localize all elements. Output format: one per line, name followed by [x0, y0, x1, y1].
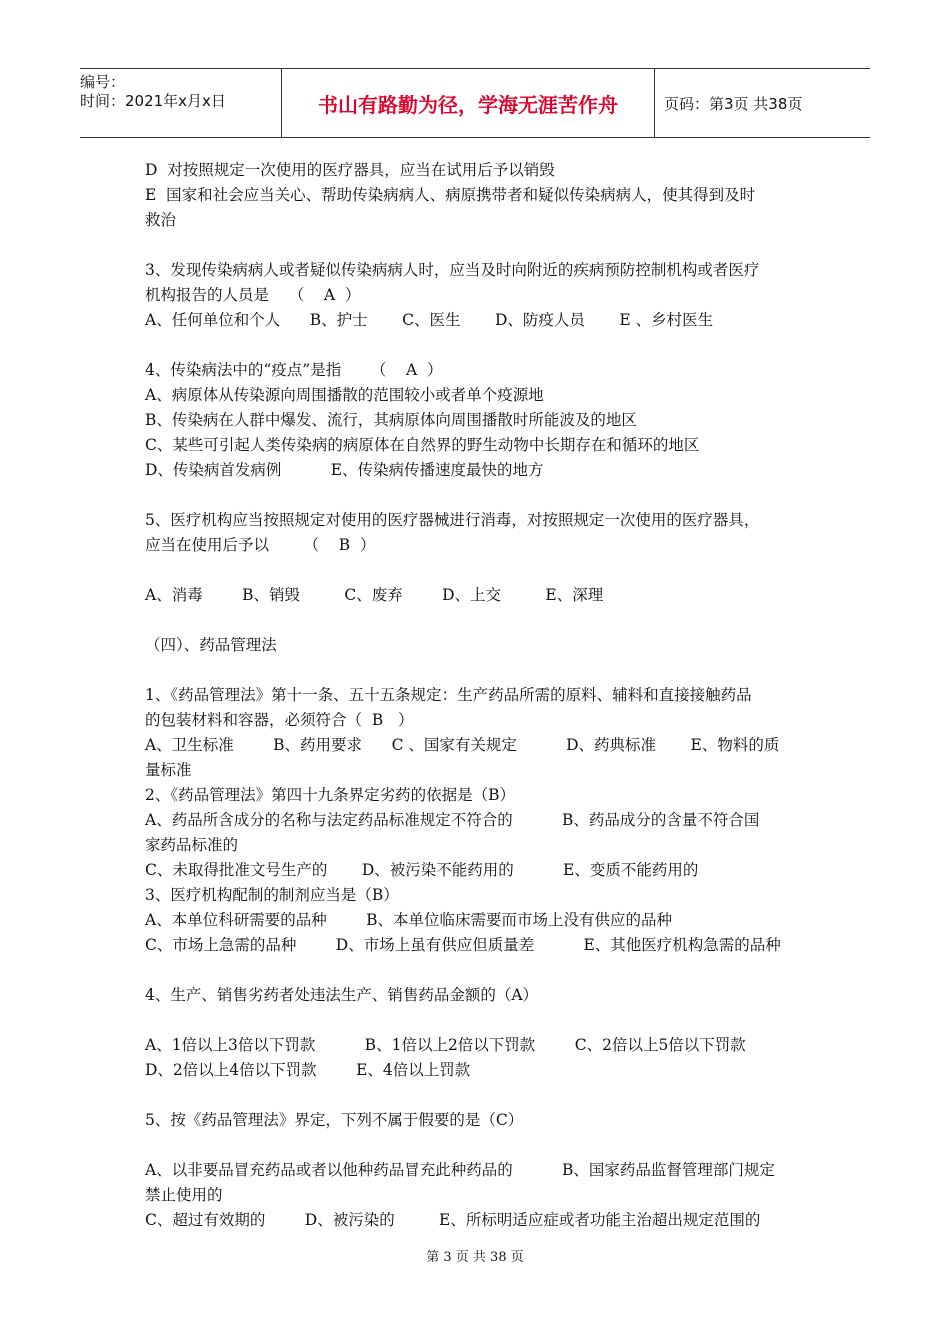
text-line: A、以非要品冒充药品或者以他种药品冒充此种药品的 B、国家药品监督管理部门规定	[145, 1161, 775, 1179]
text-line: D 对按照规定一次使用的医疗器具，应当在试用后予以销毁	[145, 161, 555, 179]
page-footer: 第 3 页 共 38 页	[426, 1250, 524, 1265]
text-line: 家药品标准的	[145, 836, 239, 854]
motto-text: 书山有路勤为径，学海无涯苦作舟	[318, 92, 618, 117]
document-number-label: 编号：	[80, 73, 126, 91]
page-header	[80, 68, 870, 138]
text-line: A、任何单位和个人 B、护士 C、医生 D、防疫人员 E 、乡村医生	[145, 311, 714, 329]
blank-line	[145, 1008, 815, 1033]
text-line: A、本单位科研需要的品种 B、本单位临床需要而市场上没有供应的品种	[145, 911, 673, 929]
header-page-info	[654, 69, 880, 137]
text-line: A、消毒 B、销毁 C、废弃 D、上交 E、深理	[145, 586, 604, 604]
blank-line	[145, 658, 815, 683]
text-line: 应当在使用后予以 （ B ）	[145, 536, 376, 554]
text-line: 4、传染病法中的“疫点”是指 （ A ）	[145, 361, 443, 379]
text-line: 机构报告的人员是 （ A ）	[145, 286, 361, 304]
text-line: 5、医疗机构应当按照规定对使用的医疗器械进行消毒，对按照规定一次使用的医疗器具，	[145, 511, 760, 529]
text-line: （四）、药品管理法	[145, 636, 277, 654]
text-line: C、未取得批准文号生产的 D、被污染不能药用的 E、变质不能药用的	[145, 861, 699, 879]
blank-line	[145, 233, 815, 258]
document-body	[145, 158, 815, 1233]
text-line: C、超过有效期的 D、被污染的 E、所标明适应症或者功能主治超出规定范围的	[145, 1211, 761, 1229]
text-line: 3、医疗机构配制的制剂应当是（B）	[145, 886, 399, 904]
text-line: 1、《药品管理法》第十一条、五十五条规定：生产药品所需的原料、辅料和直接接触药品	[145, 686, 752, 704]
text-line: D、传染病首发病例 E、传染病传播速度最快的地方	[145, 461, 544, 479]
document-date: 时间：2021年x月x日	[80, 92, 226, 110]
header-motto-cell	[281, 69, 655, 137]
blank-line	[145, 558, 815, 583]
text-line: 5、按《药品管理法》界定，下列不属于假要的是（C）	[145, 1111, 524, 1129]
text-line: A、病原体从传染源向周围播散的范围较小或者单个疫源地	[145, 386, 544, 404]
blank-line	[145, 958, 815, 983]
blank-line	[145, 1083, 815, 1108]
text-line: A、1倍以上3倍以下罚款 B、1倍以上2倍以下罚款 C、2倍以上5倍以下罚款	[145, 1036, 746, 1054]
text-line: B、传染病在人群中爆发、流行，其病原体向周围播散时所能波及的地区	[145, 411, 637, 429]
text-line: A、卫生标准 B、药用要求 C 、国家有关规定 D、药典标准 E、物料的质	[145, 736, 780, 754]
text-line: 3、发现传染病病人或者疑似传染病病人时，应当及时向附近的疾病预防控制机构或者医疗	[145, 261, 760, 279]
text-line: C、某些可引起人类传染病的病原体在自然界的野生动物中长期存在和循环的地区	[145, 436, 700, 454]
header-meta	[80, 69, 280, 141]
text-line: E 国家和社会应当关心、帮助传染病病人、病原携带者和疑似传染病病人，使其得到及时	[145, 186, 756, 204]
text-line: 2、《药品管理法》第四十九条界定劣药的依据是（B）	[145, 786, 516, 804]
text-line: 的包装材料和容器，必须符合（ B ）	[145, 711, 414, 729]
text-line: 救治	[145, 211, 177, 229]
text-line: A、药品所含成分的名称与法定药品标准规定不符合的 B、药品成分的含量不符合国	[145, 811, 760, 829]
text-line: 禁止使用的	[145, 1186, 223, 1204]
text-line: 量标准	[145, 761, 192, 779]
blank-line	[145, 483, 815, 508]
page-info-text: 页码：第3页 共38页	[664, 94, 803, 113]
text-line: C、市场上急需的品种 D、市场上虽有供应但质量差 E、其他医疗机构急需的品种	[145, 936, 781, 954]
blank-line	[145, 608, 815, 633]
blank-line	[145, 1133, 815, 1158]
text-line: 4、生产、销售劣药者处违法生产、销售药品金额的（A）	[145, 986, 539, 1004]
blank-line	[145, 333, 815, 358]
text-line: D、2倍以上4倍以下罚款 E、4倍以上罚款	[145, 1061, 471, 1079]
